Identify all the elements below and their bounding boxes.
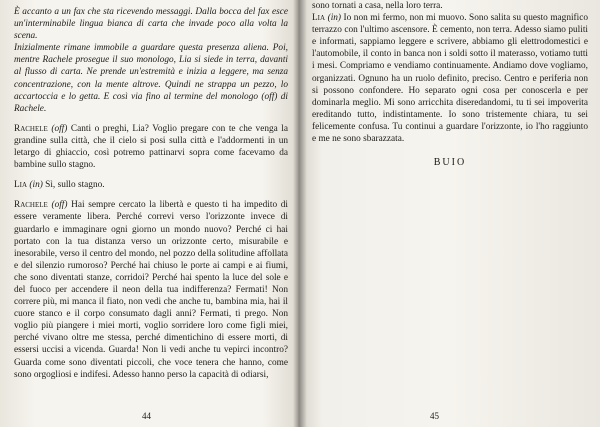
speaker-name: Rachele bbox=[14, 200, 48, 211]
right-page-text bbox=[312, 0, 588, 169]
speaker-name: Lia bbox=[14, 180, 28, 191]
speaker-name: Lia bbox=[312, 13, 326, 24]
speaker-cue: (off) bbox=[51, 200, 68, 211]
dialogue-text: Canti o preghi, Lia? Voglio pregare con te che venga la grandine sulla città, che il cielo si posi sulla città e l'addormenti in un letargo di ghiaccio, così potremo pattinarvi sopra come facevamo da bambine sullo stagno. bbox=[14, 123, 288, 171]
stage-direction: Inizialmente rimane immobile a guardare questa presenza aliena. Poi, mentre Rachele prosegue il suo monologo, Lia si siede in terra, davanti al flusso di carta. Ne prende un'estremità e inizia a leggere, ma senza concentrazione, con la mente altrove. Quindi ne strappa un pezzo, lo accartoccia e lo getta. E così via fino al termine del monologo (off) di Rachele. bbox=[14, 43, 288, 114]
dialogue-line bbox=[14, 199, 288, 380]
dialogue-line bbox=[14, 123, 288, 171]
speaker-cue: (off) bbox=[51, 123, 68, 134]
left-page bbox=[0, 0, 298, 427]
dialogue-text: Sì, sullo stagno. bbox=[45, 180, 105, 191]
dialogue-text: Io non mi fermo, non mi muovo. Sono salita su questo magnifico terrazzo con l'ultimo ascensore. È cemento, non terra. Adesso siamo puliti e informati, sappiamo leggere e scrivere, abbiamo gli elettrodomestici e l'automobile, il conto in banca non i soldi sotto il materasso, votiamo tutti i mesi. Compriamo e vendiamo continuamente. Andiamo dove vogliamo, organizzati. Ognuno ha un ruolo definito, preciso. Centro e periferia non si possono confondere. Ho separato ogni cosa per conoscerla e per dominarla meglio. Mi sono arricchita diseredandomi, tu ti sei impoverita ereditando tutto, indistintamente. Io sono tristemente chiara, tu sei felicemente confusa. Tu continui a guardare l'orizzonte, io l'ho raggiunto e me ne sono sbarazzata. bbox=[312, 13, 589, 145]
page-number: 45 bbox=[430, 411, 439, 421]
left-page-text bbox=[14, 6, 288, 381]
page-number: 44 bbox=[142, 411, 151, 421]
dialogue-text: Hai sempre cercato la libertà e questo ti ha impedito di essere veramente libera. Perché correvi verso l'orizzonte invece di guardarlo e immaginare ogni giorno un mondo nuovo? Perché ci hai portato con la tua distanza verso un orizzonte certo, misurabile e inesorabile, verso il centro del mondo, nel pozzo della solitudine affollata e del silenzio rumoroso? Perché hai chiuso le porte ai campi e ai fiumi, che sono diventati stanze, corridoi? Perché hai spento la luce del sole e del fuoco per accendere il neon della tua indifferenza? Fermati! Non correre più, mi manca il fiato, non vedi che anche tu, bambina mia, hai il cuore stanco e il corpo consumato dagli anni? Fermati, ti prego. Non voglio più piangere i miei morti, voglio sorridere loro come figli miei, perché vivano oltre me stessa, perché dimentichino di essere morti, di essersi uccisi a vicenda. Guarda! Non li vedi anche tu vepirci incontro? Guarda come sono diventati piccoli, che voce tenera che hanno, come sono orgogliosi e indifesi. Adesso hanno perso la capacità di odiarsi, bbox=[14, 200, 288, 380]
end-heading: BUIO bbox=[433, 157, 467, 169]
right-page bbox=[298, 0, 600, 427]
stage-direction: È accanto a un fax che sta ricevendo messaggi. Dalla bocca del fax esce un'interminabile lingua bianca di carta che invade poco alla volta la scena. bbox=[14, 7, 288, 42]
dialogue-line bbox=[14, 179, 288, 191]
speaker-cue: (in) bbox=[327, 13, 342, 24]
speaker-cue: (in) bbox=[29, 180, 43, 191]
dialogue-continuation: sono tornati a casa, nella loro terra. bbox=[312, 1, 443, 11]
speaker-name: Rachele bbox=[14, 123, 48, 134]
dialogue-line bbox=[312, 12, 588, 145]
